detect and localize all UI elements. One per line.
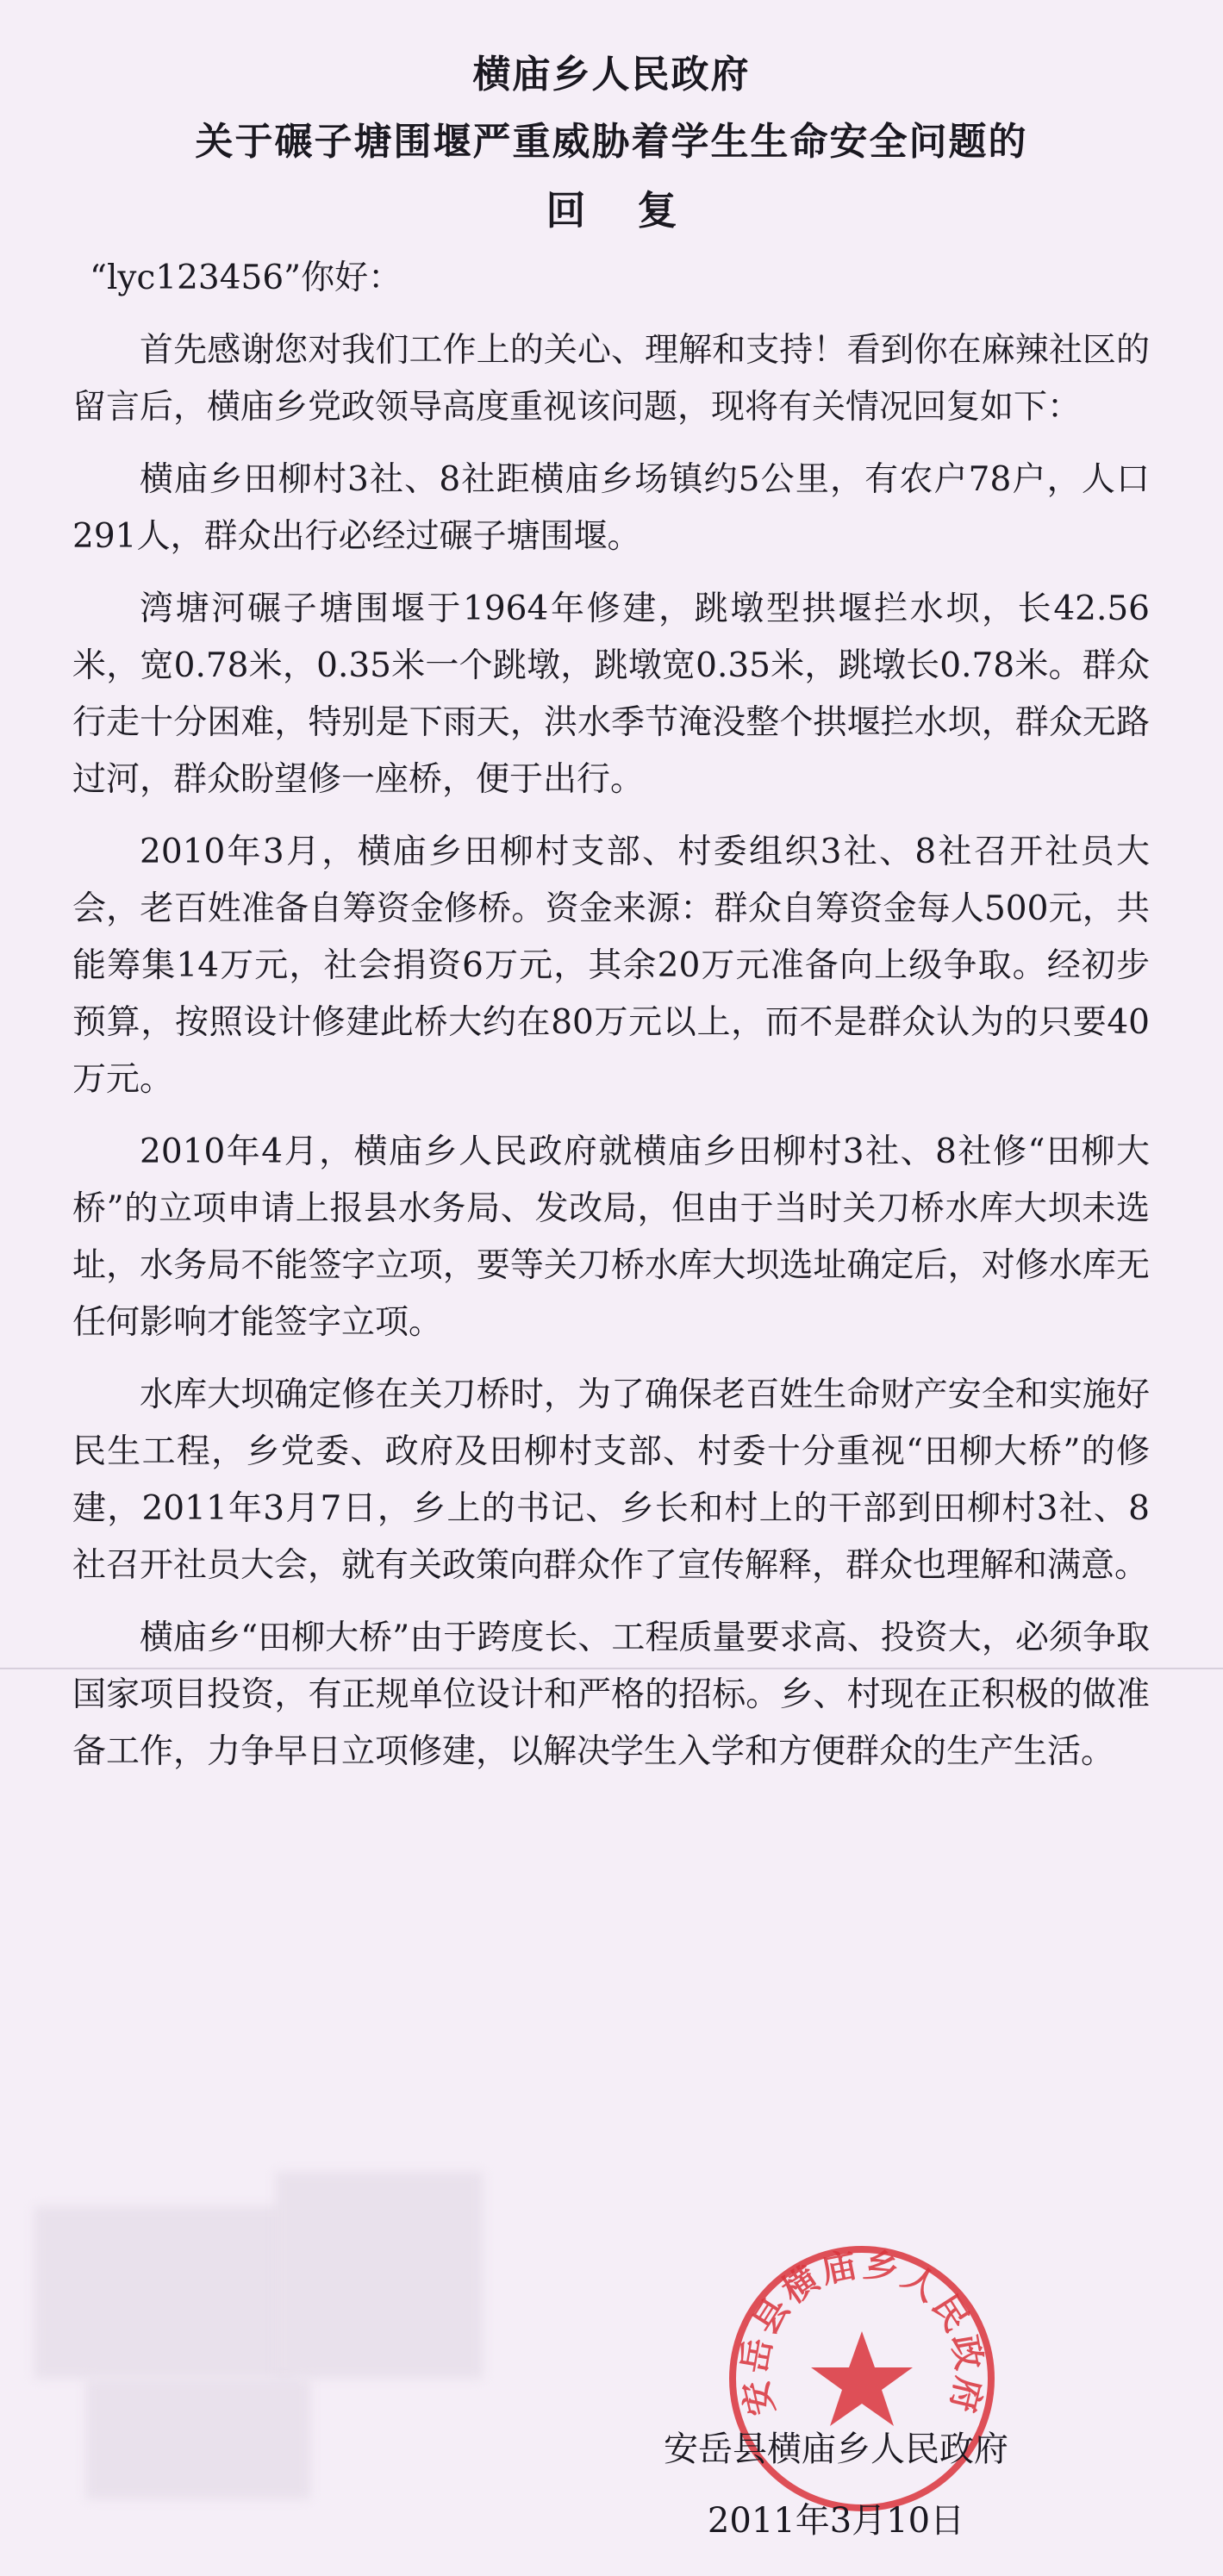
issuer-title: 横庙乡人民政府 <box>472 53 751 97</box>
paragraph-funding: 2010年3月，横庙乡田柳村支部、村委组织3社、8社召开社员大会，老百姓准备自筹资金修桥。资金来源：群众自筹资金每人500元，共能筹集14万元，社会捐资6万元，其余20万元准备向上级争取。经初步预算，按照设计修建此桥大约在80万元以上，而不是群众认为的只要40万元。 <box>72 833 1150 1099</box>
paragraph-village-info: 横庙乡田柳村3社、8社距横庙乡场镇约5公里，有农户78户，人口291人，群众出行必经过碾子塘围堰。 <box>72 460 1150 556</box>
blurred-region <box>276 2172 483 2379</box>
letter-body <box>72 250 1150 1796</box>
paragraph-conclusion: 横庙乡“田柳大桥”由于跨度长、工程质量要求高、投资大，必须争取国家项目投资，有正规单位设计和严格的招标。乡、村现在正积极的做准备工作，力争早日立项修建，以解决学生入学和方便群众的生产生活。 <box>72 1619 1150 1771</box>
paper-fold-line <box>0 1668 1223 1669</box>
signature-organization: 安岳县横庙乡人民政府 <box>664 2429 1008 2469</box>
official-seal-stamp <box>720 2236 1004 2521</box>
subject-title: 关于碾子塘围堰严重威胁着学生生命安全问题的 <box>195 120 1028 164</box>
paragraph-weir-description: 湾塘河碾子塘围堰于1964年修建，跳墩型拱堰拦水坝，长42.56米，宽0.78米，0.35米一个跳墩，跳墩宽0.35米，跳墩长0.78米。群众行走十分困难，特别是下雨天，洪水季节淹没整个拱堰拦水坝，群众无路过河，群众盼望修一座桥，便于出行。 <box>72 589 1150 799</box>
signature-date: 2011年3月10日 <box>707 2501 965 2541</box>
paragraph-meeting: 水库大坝确定修在关刀桥时，为了确保老百姓生命财产安全和实施好民生工程，乡党委、政府及田柳村支部、村委十分重视“田柳大桥”的修建，2011年3月7日，乡上的书记、乡长和村上的干部到田柳村3社、8社召开社员大会，就有关政策向群众作了宣传解释，群众也理解和满意。 <box>72 1375 1150 1585</box>
blurred-region <box>34 2206 293 2379</box>
reply-title: 回复 <box>546 187 729 234</box>
paragraph-thanks: 首先感谢您对我们工作上的关心、理解和支持！看到你在麻辣社区的留言后，横庙乡党政领导高度重视该问题，现将有关情况回复如下： <box>72 331 1150 427</box>
blurred-region <box>86 2379 310 2499</box>
paragraph-application: 2010年4月，横庙乡人民政府就横庙乡田柳村3社、8社修“田柳大桥”的立项申请上报县水务局、发改局，但由于当时关刀桥水库大坝未选址，水务局不能签字立项，要等关刀桥水库大坝选址确定后，对修水库无任何影响才能签字立项。 <box>72 1132 1150 1342</box>
seal-star-icon <box>811 2331 913 2426</box>
svg-text:安岳县横庙乡人民政府: 安岳县横庙乡人民政府 <box>734 2244 989 2420</box>
salutation: “lyc123456”你好： <box>90 259 402 297</box>
